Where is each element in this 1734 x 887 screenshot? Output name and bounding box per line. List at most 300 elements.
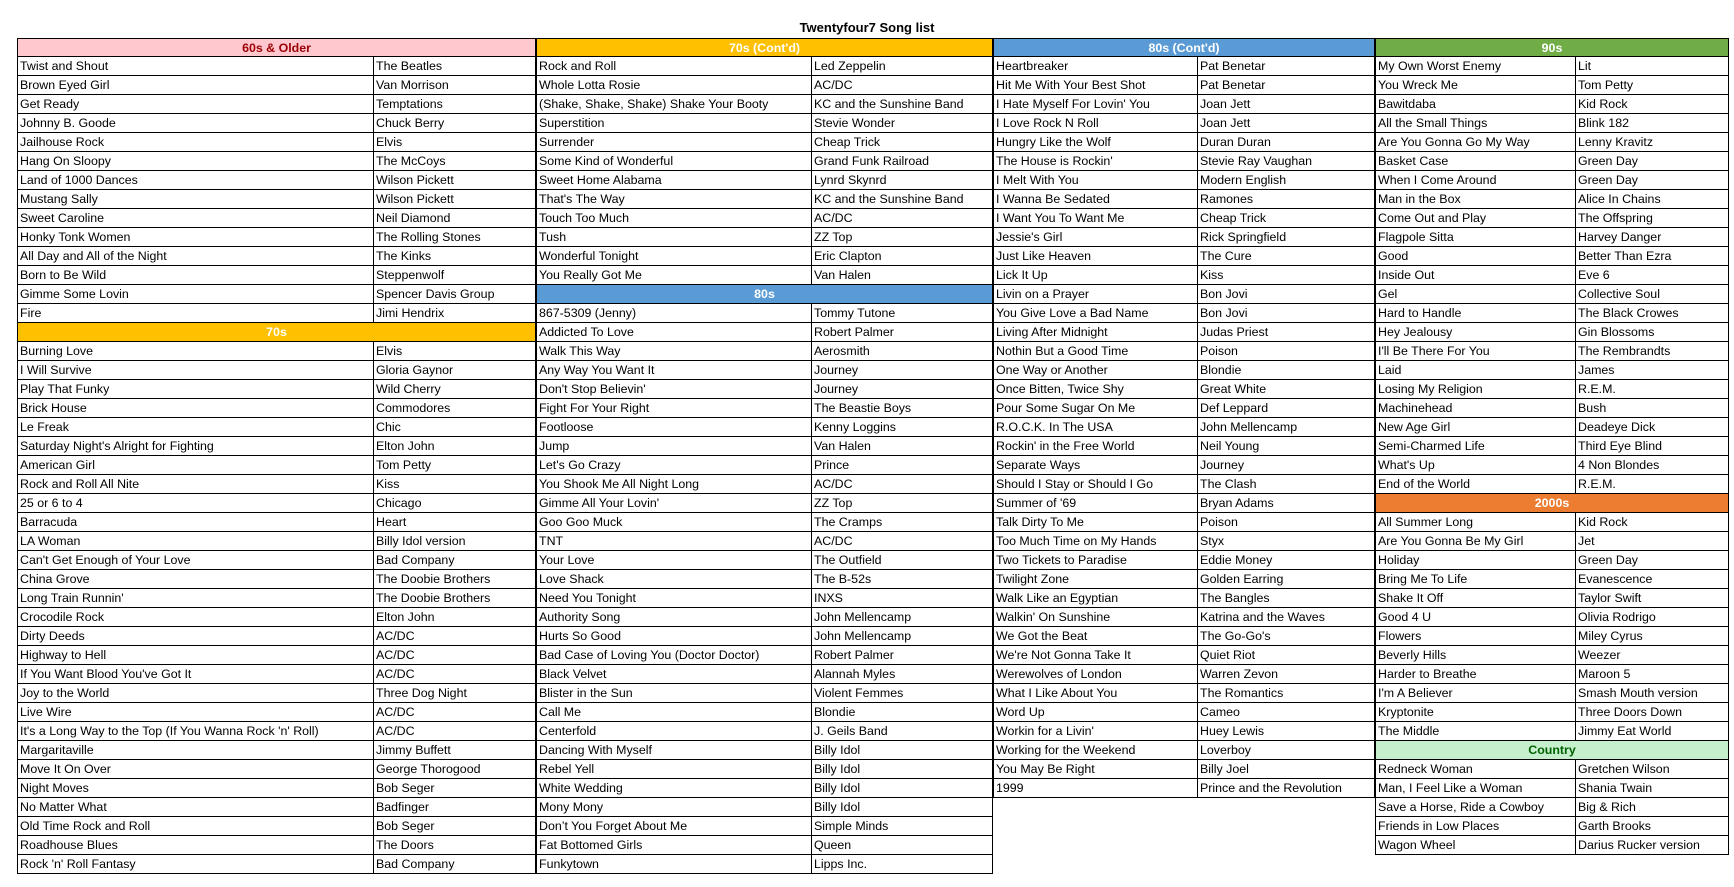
artist-cell: The Cure: [1200, 249, 1252, 263]
artist-cell: Tom Petty: [1578, 78, 1634, 92]
table-row: [993, 722, 1375, 741]
artist-cell: The B-52s: [814, 572, 872, 586]
table-row: [17, 456, 536, 475]
song-title-cell: We're Not Gonna Take It: [994, 646, 1198, 664]
table-row: [993, 114, 1375, 133]
artist-cell: The Outfield: [814, 553, 882, 567]
artist-cell: Duran Duran: [1200, 135, 1271, 149]
song-title-cell: Live Wire: [18, 703, 374, 721]
artist-cell: John Mellencamp: [1200, 420, 1298, 434]
table-row: [17, 855, 536, 874]
table-row: [1375, 285, 1729, 304]
artist-cell: Deadeye Dick: [1578, 420, 1656, 434]
table-row: [17, 399, 536, 418]
artist-cell: Alannah Myles: [814, 667, 896, 681]
table-row: [1375, 190, 1729, 209]
table-row: [536, 380, 993, 399]
song-title-cell: Jessie's Girl: [994, 228, 1198, 246]
artist-cell: Katrina and the Waves: [1200, 610, 1325, 624]
song-title-cell: Talk Dirty To Me: [994, 513, 1198, 531]
artist-cell: Violent Femmes: [814, 686, 904, 700]
song-title-cell: Call Me: [537, 703, 812, 721]
song-title-cell: It's a Long Way to the Top (If You Wanna Rock 'n' Roll): [18, 722, 374, 740]
artist-cell: Billy Idol: [814, 762, 861, 776]
song-title-cell: Tush: [537, 228, 812, 246]
artist-cell: Alice In Chains: [1578, 192, 1661, 206]
song-title-cell: Joy to the World: [18, 684, 374, 702]
table-row: [993, 285, 1375, 304]
table-row: [17, 266, 536, 285]
song-title-cell: Get Ready: [18, 95, 374, 113]
table-row: [17, 57, 536, 76]
song-title-cell: Hard to Handle: [1376, 304, 1576, 322]
table-row: [1375, 57, 1729, 76]
artist-cell: Journey: [814, 382, 859, 396]
artist-cell: Steppenwolf: [376, 268, 445, 282]
table-row: [993, 532, 1375, 551]
song-title-cell: Separate Ways: [994, 456, 1198, 474]
song-title-cell: Dirty Deeds: [18, 627, 374, 645]
song-title-cell: I'm A Believer: [1376, 684, 1576, 702]
table-row: [17, 570, 536, 589]
song-title-cell: All the Small Things: [1376, 114, 1576, 132]
song-title-cell: Flagpole Sitta: [1376, 228, 1576, 246]
table-row: [536, 570, 993, 589]
song-title-cell: All Summer Long: [1376, 513, 1576, 531]
artist-cell: Cheap Trick: [1200, 211, 1267, 225]
artist-cell: Prince: [814, 458, 850, 472]
artist-cell: Shania Twain: [1578, 781, 1653, 795]
artist-cell: Darius Rucker version: [1578, 838, 1700, 852]
table-row: [993, 475, 1375, 494]
artist-cell: Lynrd Skynrd: [814, 173, 887, 187]
song-title-cell: When I Come Around: [1376, 171, 1576, 189]
table-row: [17, 513, 536, 532]
table-row: [536, 513, 993, 532]
artist-cell: Badfinger: [376, 800, 430, 814]
section-header-label: 80s (Cont'd): [1148, 41, 1220, 55]
song-title-cell: Flowers: [1376, 627, 1576, 645]
song-title-cell: Mony Mony: [537, 798, 812, 816]
table-row: [993, 703, 1375, 722]
artist-cell: Poison: [1200, 344, 1238, 358]
artist-cell: Warren Zevon: [1200, 667, 1279, 681]
artist-cell: Chicago: [376, 496, 422, 510]
song-title-cell: Brown Eyed Girl: [18, 76, 374, 94]
song-title-cell: Semi-Charmed Life: [1376, 437, 1576, 455]
artist-cell: Van Morrison: [376, 78, 449, 92]
table-row: [17, 190, 536, 209]
song-title-cell: Basket Case: [1376, 152, 1576, 170]
song-title-cell: Nothin But a Good Time: [994, 342, 1198, 360]
table-row: [536, 209, 993, 228]
artist-cell: Miley Cyrus: [1578, 629, 1643, 643]
table-row: [536, 722, 993, 741]
song-title-cell: Rock and Roll: [537, 57, 812, 75]
table-row: [1375, 684, 1729, 703]
artist-cell: The Bangles: [1200, 591, 1270, 605]
artist-cell: Grand Funk Railroad: [814, 154, 930, 168]
table-row: [17, 228, 536, 247]
page-title: Twentyfour7 Song list: [799, 20, 935, 35]
table-row: [993, 209, 1375, 228]
song-column-4: [1375, 38, 1729, 855]
song-title-cell: What I Like About You: [994, 684, 1198, 702]
artist-cell: Kid Rock: [1578, 97, 1628, 111]
song-column-2: [536, 38, 993, 874]
song-title-cell: Don't Stop Believin': [537, 380, 812, 398]
song-title-cell: We Got the Beat: [994, 627, 1198, 645]
song-title-cell: The Middle: [1376, 722, 1576, 740]
artist-cell: Heart: [376, 515, 407, 529]
song-title-cell: Are You Gonna Be My Girl: [1376, 532, 1576, 550]
song-column-1: [17, 38, 536, 874]
artist-cell: Pat Benetar: [1200, 78, 1266, 92]
table-row: [536, 665, 993, 684]
artist-cell: Cameo: [1200, 705, 1240, 719]
table-row: [1375, 665, 1729, 684]
artist-cell: The Doobie Brothers: [376, 591, 491, 605]
artist-cell: 4 Non Blondes: [1578, 458, 1660, 472]
song-title-cell: Fight For Your Right: [537, 399, 812, 417]
artist-cell: Three Dog Night: [376, 686, 467, 700]
table-row: [536, 266, 993, 285]
artist-cell: Wilson Pickett: [376, 192, 454, 206]
artist-cell: Three Doors Down: [1578, 705, 1682, 719]
artist-cell: ZZ Top: [814, 230, 853, 244]
artist-cell: INXS: [814, 591, 843, 605]
table-row: [17, 551, 536, 570]
table-row: [17, 475, 536, 494]
song-title-cell: Heartbreaker: [994, 57, 1198, 75]
song-title-cell: Rebel Yell: [537, 760, 812, 778]
table-row: [1375, 779, 1729, 798]
song-title-cell: Rockin' in the Free World: [994, 437, 1198, 455]
table-row: [17, 361, 536, 380]
song-title-cell: I Will Survive: [18, 361, 374, 379]
table-row: [993, 665, 1375, 684]
table-row: [536, 418, 993, 437]
artist-cell: Bryan Adams: [1200, 496, 1274, 510]
song-title-cell: 867-5309 (Jenny): [537, 304, 812, 322]
table-row: [1375, 646, 1729, 665]
artist-cell: Prince and the Revolution: [1200, 781, 1342, 795]
song-title-cell: Play That Funky: [18, 380, 374, 398]
artist-cell: The Clash: [1200, 477, 1257, 491]
table-row: [17, 703, 536, 722]
artist-cell: Bob Seger: [376, 819, 435, 833]
song-title-cell: Highway to Hell: [18, 646, 374, 664]
table-row: [1375, 247, 1729, 266]
table-row: [993, 608, 1375, 627]
table-row: [1375, 722, 1729, 741]
table-row: [17, 171, 536, 190]
song-title-cell: Workin for a Livin': [994, 722, 1198, 740]
artist-cell: AC/DC: [814, 78, 853, 92]
artist-cell: The Rembrandts: [1578, 344, 1671, 358]
section-header: [536, 285, 993, 304]
song-title-cell: Shake It Off: [1376, 589, 1576, 607]
song-title-cell: Save a Horse, Ride a Cowboy: [1376, 798, 1576, 816]
artist-cell: Gloria Gaynor: [376, 363, 454, 377]
artist-cell: Elton John: [376, 610, 435, 624]
section-header: [1375, 494, 1729, 513]
table-row: [536, 133, 993, 152]
artist-cell: Styx: [1200, 534, 1225, 548]
song-column-3: [993, 38, 1375, 798]
artist-cell: Jimmy Buffett: [376, 743, 451, 757]
section-header-label: 80s: [754, 287, 775, 301]
artist-cell: Elton John: [376, 439, 435, 453]
artist-cell: Van Halen: [814, 268, 871, 282]
artist-cell: Garth Brooks: [1578, 819, 1651, 833]
song-title-cell: Just Like Heaven: [994, 247, 1198, 265]
artist-cell: Third Eye Blind: [1578, 439, 1663, 453]
table-row: [17, 798, 536, 817]
song-title-cell: Land of 1000 Dances: [18, 171, 374, 189]
artist-cell: Jimi Hendrix: [376, 306, 445, 320]
artist-cell: Taylor Swift: [1578, 591, 1642, 605]
song-title-cell: You Really Got Me: [537, 266, 812, 284]
artist-cell: Judas Priest: [1200, 325, 1269, 339]
table-row: [993, 627, 1375, 646]
song-title-cell: I'll Be There For You: [1376, 342, 1576, 360]
table-row: [17, 342, 536, 361]
artist-cell: Gin Blossoms: [1578, 325, 1655, 339]
song-title-cell: Any Way You Want It: [537, 361, 812, 379]
section-header: [993, 38, 1375, 57]
table-row: [17, 665, 536, 684]
table-row: [1375, 228, 1729, 247]
song-title-cell: Working for the Weekend: [994, 741, 1198, 759]
table-row: [536, 684, 993, 703]
song-title-cell: Wonderful Tonight: [537, 247, 812, 265]
song-title-cell: I Melt With You: [994, 171, 1198, 189]
song-title-cell: Dancing With Myself: [537, 741, 812, 759]
artist-cell: Eve 6: [1578, 268, 1610, 282]
table-row: [993, 76, 1375, 95]
table-row: [17, 646, 536, 665]
table-row: [536, 855, 993, 874]
table-row: [17, 684, 536, 703]
table-row: [536, 589, 993, 608]
artist-cell: Bush: [1578, 401, 1607, 415]
song-title-cell: Margaritaville: [18, 741, 374, 759]
song-title-cell: China Grove: [18, 570, 374, 588]
song-title-cell: Twilight Zone: [994, 570, 1198, 588]
artist-cell: R.E.M.: [1578, 382, 1616, 396]
artist-cell: Elvis: [376, 344, 403, 358]
song-title-cell: You May Be Right: [994, 760, 1198, 778]
table-row: [17, 760, 536, 779]
song-title-cell: Love Shack: [537, 570, 812, 588]
song-title-cell: You Shook Me All Night Long: [537, 475, 812, 493]
artist-cell: Elvis: [376, 135, 403, 149]
table-row: [536, 532, 993, 551]
table-row: [536, 342, 993, 361]
artist-cell: Chuck Berry: [376, 116, 445, 130]
artist-cell: Great White: [1200, 382, 1267, 396]
artist-cell: The Beatles: [376, 59, 443, 73]
song-title-cell: Long Train Runnin': [18, 589, 374, 607]
artist-cell: AC/DC: [376, 629, 415, 643]
song-title-cell: Move It On Over: [18, 760, 374, 778]
table-row: [1375, 114, 1729, 133]
song-title-cell: Gimme All Your Lovin': [537, 494, 812, 512]
artist-cell: Huey Lewis: [1200, 724, 1265, 738]
section-header-label: Country: [1528, 743, 1576, 757]
artist-cell: The Go-Go's: [1200, 629, 1271, 643]
table-row: [1375, 361, 1729, 380]
artist-cell: Modern English: [1200, 173, 1287, 187]
table-row: [1375, 418, 1729, 437]
song-title-cell: Whole Lotta Rosie: [537, 76, 812, 94]
table-row: [17, 285, 536, 304]
table-row: [536, 836, 993, 855]
song-title-cell: Machinehead: [1376, 399, 1576, 417]
song-title-cell: My Own Worst Enemy: [1376, 57, 1576, 75]
artist-cell: Lenny Kravitz: [1578, 135, 1654, 149]
song-title-cell: Old Time Rock and Roll: [18, 817, 374, 835]
song-title-cell: Some Kind of Wonderful: [537, 152, 812, 170]
table-row: [993, 399, 1375, 418]
artist-cell: The Kinks: [376, 249, 432, 263]
song-title-cell: Harder to Breathe: [1376, 665, 1576, 683]
artist-cell: Joan Jett: [1200, 97, 1251, 111]
song-title-cell: Honky Tonk Women: [18, 228, 374, 246]
table-row: [17, 133, 536, 152]
table-row: [993, 95, 1375, 114]
song-title-cell: Fire: [18, 304, 374, 322]
song-title-cell: You Give Love a Bad Name: [994, 304, 1198, 322]
song-title-cell: Superstition: [537, 114, 812, 132]
artist-cell: Commodores: [376, 401, 451, 415]
song-title-cell: You Wreck Me: [1376, 76, 1576, 94]
artist-cell: Van Halen: [814, 439, 871, 453]
song-title-cell: Pour Some Sugar On Me: [994, 399, 1198, 417]
artist-cell: Jet: [1578, 534, 1595, 548]
table-row: [993, 323, 1375, 342]
song-title-cell: Laid: [1376, 361, 1576, 379]
song-title-cell: White Wedding: [537, 779, 812, 797]
table-row: [1375, 703, 1729, 722]
table-row: [993, 152, 1375, 171]
song-title-cell: Hurts So Good: [537, 627, 812, 645]
table-row: [17, 722, 536, 741]
table-row: [17, 779, 536, 798]
table-row: [993, 171, 1375, 190]
song-title-cell: Gimme Some Lovin: [18, 285, 374, 303]
song-title-cell: Come Out and Play: [1376, 209, 1576, 227]
table-row: [1375, 589, 1729, 608]
song-title-cell: Centerfold: [537, 722, 812, 740]
song-title-cell: Touch Too Much: [537, 209, 812, 227]
table-row: [1375, 627, 1729, 646]
table-row: [993, 570, 1375, 589]
artist-cell: Pat Benetar: [1200, 59, 1266, 73]
table-row: [17, 532, 536, 551]
song-title-cell: Born to Be Wild: [18, 266, 374, 284]
song-title-cell: Good: [1376, 247, 1576, 265]
artist-cell: AC/DC: [814, 211, 853, 225]
artist-cell: Tom Petty: [376, 458, 432, 472]
artist-cell: The McCoys: [376, 154, 446, 168]
artist-cell: Big & Rich: [1578, 800, 1636, 814]
artist-cell: Maroon 5: [1578, 667, 1631, 681]
section-header-label: 70s (Cont'd): [728, 41, 801, 55]
artist-cell: Wilson Pickett: [376, 173, 454, 187]
table-row: [17, 304, 536, 323]
song-title-cell: (Shake, Shake, Shake) Shake Your Booty: [537, 95, 812, 113]
artist-cell: AC/DC: [814, 477, 853, 491]
song-title-cell: Burning Love: [18, 342, 374, 360]
artist-cell: Neil Diamond: [376, 211, 451, 225]
song-title-cell: Twist and Shout: [18, 57, 374, 75]
song-title-cell: End of the World: [1376, 475, 1576, 493]
table-row: [17, 209, 536, 228]
song-title-cell: Once Bitten, Twice Shy: [994, 380, 1198, 398]
song-title-cell: American Girl: [18, 456, 374, 474]
table-row: [1375, 171, 1729, 190]
artist-cell: Robert Palmer: [814, 648, 894, 662]
song-title-cell: Man, I Feel Like a Woman: [1376, 779, 1576, 797]
song-title-cell: TNT: [537, 532, 812, 550]
artist-cell: Harvey Danger: [1578, 230, 1662, 244]
song-title-cell: Sweet Home Alabama: [537, 171, 812, 189]
table-row: [1375, 817, 1729, 836]
artist-cell: Poison: [1200, 515, 1238, 529]
table-row: [536, 95, 993, 114]
song-title-cell: Le Freak: [18, 418, 374, 436]
song-title-cell: I Love Rock N Roll: [994, 114, 1198, 132]
song-title-cell: Walk This Way: [537, 342, 812, 360]
table-row: [536, 247, 993, 266]
song-title-cell: Walkin' On Sunshine: [994, 608, 1198, 626]
table-row: [993, 266, 1375, 285]
song-title-cell: Funkytown: [537, 855, 812, 873]
section-header: [17, 38, 536, 57]
artist-cell: Billy Idol: [814, 781, 861, 795]
table-row: [536, 361, 993, 380]
table-row: [993, 228, 1375, 247]
table-row: [536, 171, 993, 190]
song-title-cell: Jailhouse Rock: [18, 133, 374, 151]
artist-cell: Eddie Money: [1200, 553, 1273, 567]
song-title-cell: Losing My Religion: [1376, 380, 1576, 398]
song-title-cell: All Day and All of the Night: [18, 247, 374, 265]
table-row: [1375, 133, 1729, 152]
table-row: [1375, 798, 1729, 817]
artist-cell: Led Zeppelin: [814, 59, 886, 73]
song-title-cell: Your Love: [537, 551, 812, 569]
table-row: [1375, 209, 1729, 228]
song-title-cell: Crocodile Rock: [18, 608, 374, 626]
song-title-cell: Sweet Caroline: [18, 209, 374, 227]
song-title-cell: Addicted To Love: [537, 323, 812, 341]
artist-cell: Neil Young: [1200, 439, 1260, 453]
song-title-cell: Let's Go Crazy: [537, 456, 812, 474]
artist-cell: Joan Jett: [1200, 116, 1251, 130]
artist-cell: Rick Springfield: [1200, 230, 1287, 244]
artist-cell: Bon Jovi: [1200, 306, 1248, 320]
song-title-cell: Footloose: [537, 418, 812, 436]
song-title-cell: No Matter What: [18, 798, 374, 816]
song-title-cell: That's The Way: [537, 190, 812, 208]
artist-cell: James: [1578, 363, 1615, 377]
artist-cell: Billy Idol: [814, 800, 861, 814]
table-row: [536, 228, 993, 247]
artist-cell: Simple Minds: [814, 819, 889, 833]
